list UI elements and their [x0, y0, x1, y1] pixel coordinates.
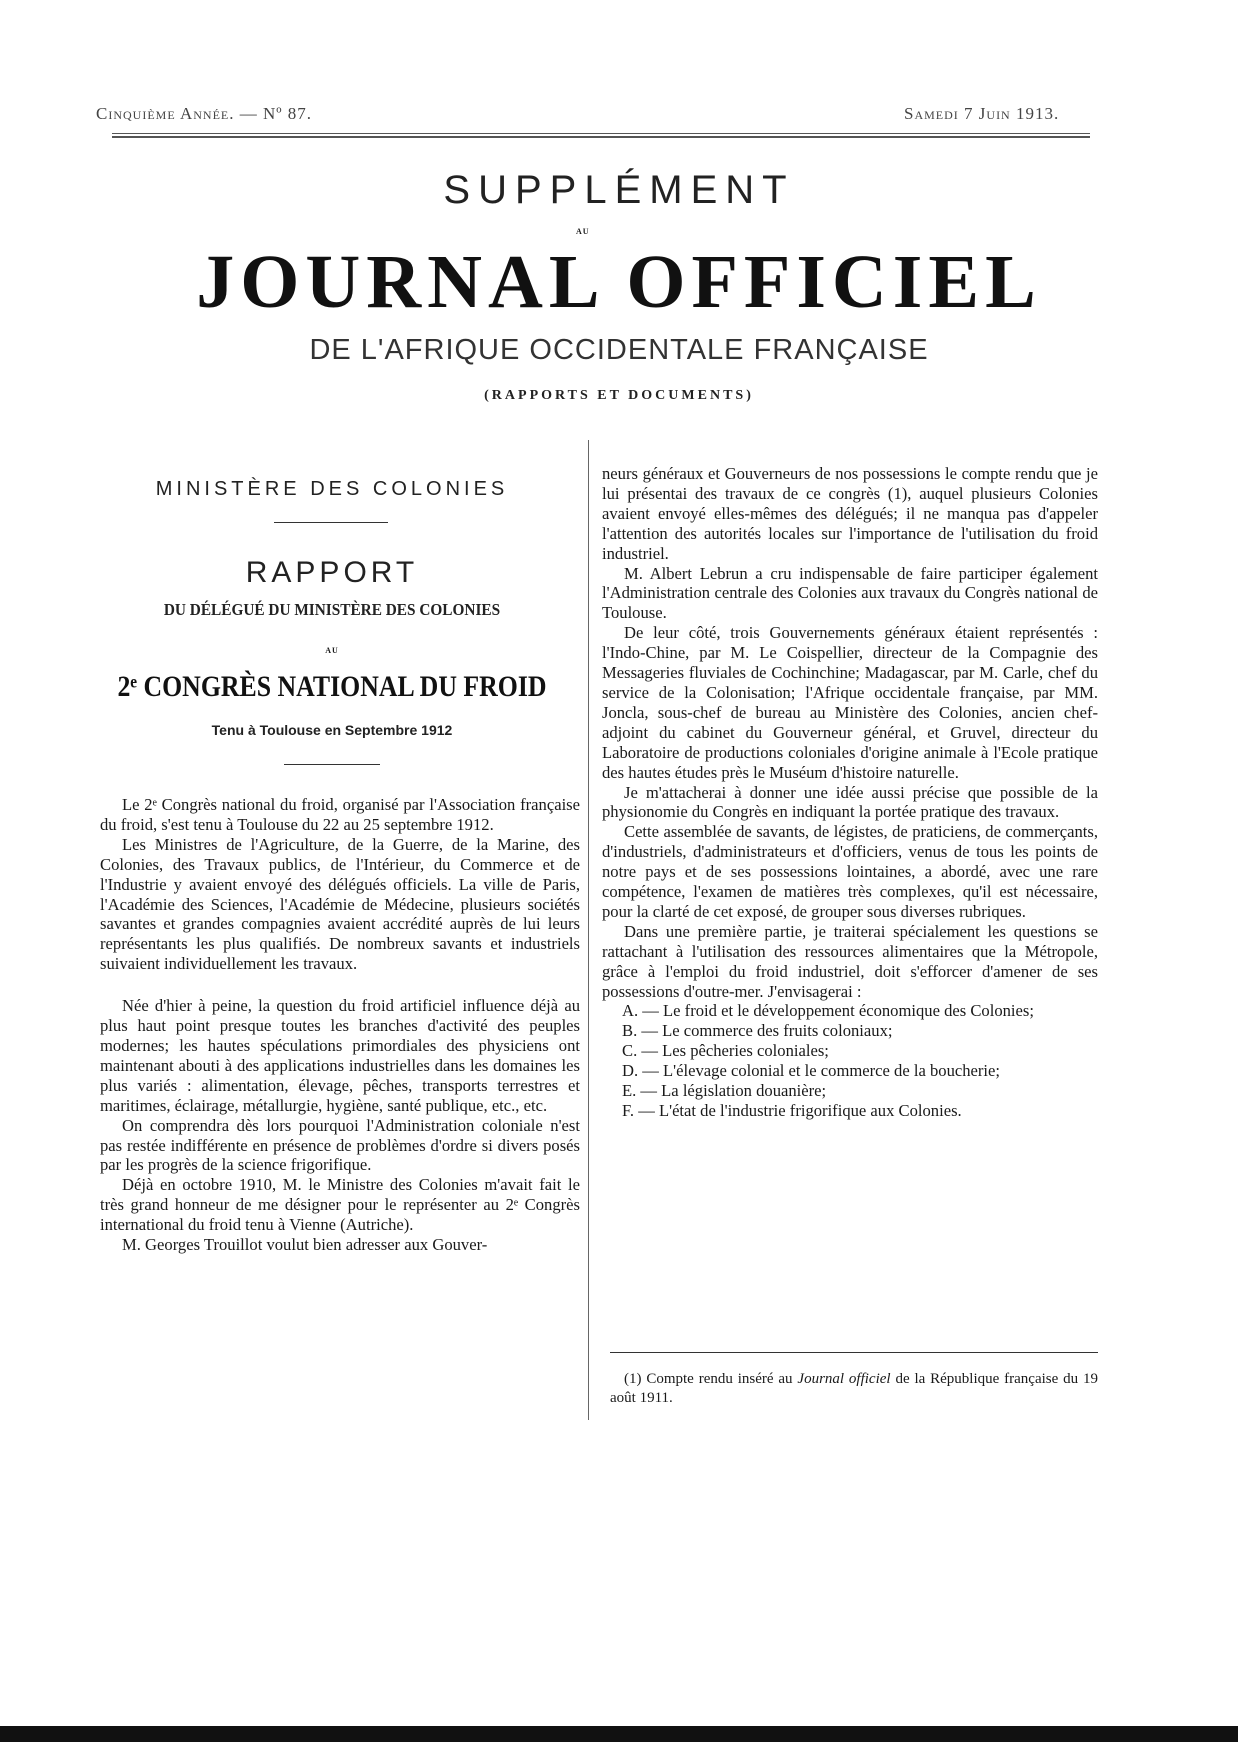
list-item: F. — L'état de l'industrie frigorifique aux Colonies.: [622, 1101, 962, 1120]
supplement-title: SUPPLÉMENT: [443, 168, 795, 212]
paragraph: Le 2ᵉ Congrès national du froid, organisé par l'Association française du froid, s'est tenu à Toulouse du 22 au 25 septembre 1912.: [100, 795, 580, 834]
list-item: C. — Les pêcheries coloniales;: [622, 1041, 829, 1061]
footnote-prefix: (1) Compte rendu inséré au: [624, 1371, 793, 1387]
ministry-rule: [274, 522, 388, 523]
issue-number: Cinquième Année. — Nº 87.: [96, 104, 313, 123]
paragraph: Dans une première partie, je traiterai spécialement les questions se rattachant à l'utilisation des ressources alimentaires que la Métropole, grâce à l'emploi du froid industriel, doit s'efforcer d'amener de ses possessions d'outre-mer. J'envisagerai :: [602, 921, 1098, 1001]
masthead-subtitle: DE L'AFRIQUE OCCIDENTALE FRANÇAISE: [309, 334, 929, 366]
paragraph: Déjà en octobre 1910, M. le Ministre des Colonies m'avait fait le très grand honneur de me désigner pour le représenter au 2ᵉ Congrès international du froid tenu à Vienne (Autriche).: [100, 1175, 580, 1235]
list-item: E. — La législation douanière;: [622, 1081, 827, 1101]
tenu-rule: [284, 764, 380, 765]
footnote-italic: Journal officiel: [797, 1371, 891, 1387]
masthead-au: AU: [576, 227, 590, 236]
tenu-line: Tenu à Toulouse en Septembre 1912: [211, 722, 453, 738]
footnote-rule: [610, 1352, 1098, 1353]
issue-date: Samedi 7 Juin 1913.: [904, 104, 1060, 123]
list-item: B. — Le commerce des fruits coloniaux;: [622, 1021, 893, 1041]
paragraph: Cette assemblée de savants, de légistes, de praticiens, de commerçants, d'industriels, d'administrateurs et d'officiers, venus de tous les points de notre pays et de ses possessions lointaines, a abordé, avec une rare compétence, l'examen de matières très complexes, qu'il est nécessaire, pour la clarté de cet exposé, de grouper sous diverses rubriques.: [602, 822, 1098, 921]
paragraph: Les Ministres de l'Agriculture, de la Guerre, de la Marine, des Colonies, des Travaux publics, de l'Intérieur, du Commerce et de l'Industrie y avaient envoyé des délégués officiels. La ville de Paris, l'Académie des Sciences, l'Académie de Médecine, plusieurs sociétés savantes et grandes compagnies avaient accrédité auprès de lui leurs représentants les plus qualifiés. De nombreux savants et industriels suivaient individuellement les travaux.: [100, 834, 580, 974]
paragraph: De leur côté, trois Gouvernements généraux étaient représentés : l'Indo-Chine, par M. Le Coispellier, directeur de la Compagnie des Messageries fluviales de Cochinchine; Madagascar, par M. Carle, chef du service de la Colonisation; l'Afrique occidentale française, par MM. Joncla, sous-chef de bureau au Ministère des Colonies, ancien chef-adjoint du cabinet du Gouverneur général, et Gruvel, directeur du Laboratoire de productions coloniales d'origine animale à l'Ecole pratique des hautes études près le Muséum d'histoire naturelle.: [602, 623, 1098, 782]
delegue-subheading: DU DÉLÉGUÉ DU MINISTÈRE DES COLONIES: [163, 600, 501, 619]
paragraph: Née d'hier à peine, la question du froid artificiel influence déjà au plus haut point presque toutes les branches d'activité des peuples modernes; les hautes spéculations primordiales des physiciens ont maintenant abouti à des applications industrielles dans les domaines les plus variés : alimentation, élevage, pêches, transports terrestres et maritimes, éclairage, métallurgie, hygiène, santé publique, etc., etc.: [100, 996, 580, 1115]
list-item: A. — Le froid et le développement économique des Colonies;: [622, 1001, 1034, 1021]
congres-heading: 2ᵉ CONGRÈS NATIONAL DU FROID: [117, 670, 547, 703]
footnote-suffix: de la République française du 19 août 1911.: [610, 1371, 1099, 1406]
paragraph: M. Georges Trouillot voulut bien adresser aux Gouver-: [122, 1235, 488, 1255]
column-divider: [588, 440, 589, 1420]
rapport-heading: RAPPORT: [245, 556, 419, 589]
paragraph: On comprendra dès lors pourquoi l'Administration coloniale n'est pas restée indifférente en présence de problèmes d'ordre si divers posés par les progrès de la science frigorifique.: [100, 1115, 580, 1175]
journal-title: JOURNAL OFFICIEL: [196, 240, 1042, 324]
list-item: D. — L'élevage colonial et le commerce de la boucherie;: [622, 1061, 1001, 1081]
topic-list: [602, 1001, 1098, 1120]
right-column-body: [602, 464, 1098, 1121]
article-au: AU: [325, 646, 339, 655]
ministry-heading: MINISTÈRE DES COLONIES: [155, 478, 509, 500]
header-rule-thin: [112, 133, 1090, 134]
scan-bottom-edge: [0, 1726, 1238, 1742]
header-rule-thick: [112, 136, 1090, 138]
left-column-body: [100, 795, 580, 1255]
footnote: [610, 1370, 1098, 1408]
paragraph: neurs généraux et Gouverneurs de nos possessions le compte rendu que je lui présentai des travaux de ce congrès (1), auquel plusieurs Colonies avaient envoyé elles-mêmes des délégués; il ne manqua pas d'appeler l'attention des autorités locales sur l'importance de l'utilisation du froid industriel.: [602, 464, 1098, 563]
paragraph: M. Albert Lebrun a cru indispensable de faire participer également l'Administration centrale des Colonies aux travaux du Congrès national de Toulouse.: [602, 563, 1098, 623]
paragraph: Je m'attacherai à donner une idée aussi précise que possible de la physionomie du Congrès en indiquant la portée pratique des travaux.: [602, 782, 1098, 822]
section-label: (RAPPORTS ET DOCUMENTS): [484, 388, 754, 403]
